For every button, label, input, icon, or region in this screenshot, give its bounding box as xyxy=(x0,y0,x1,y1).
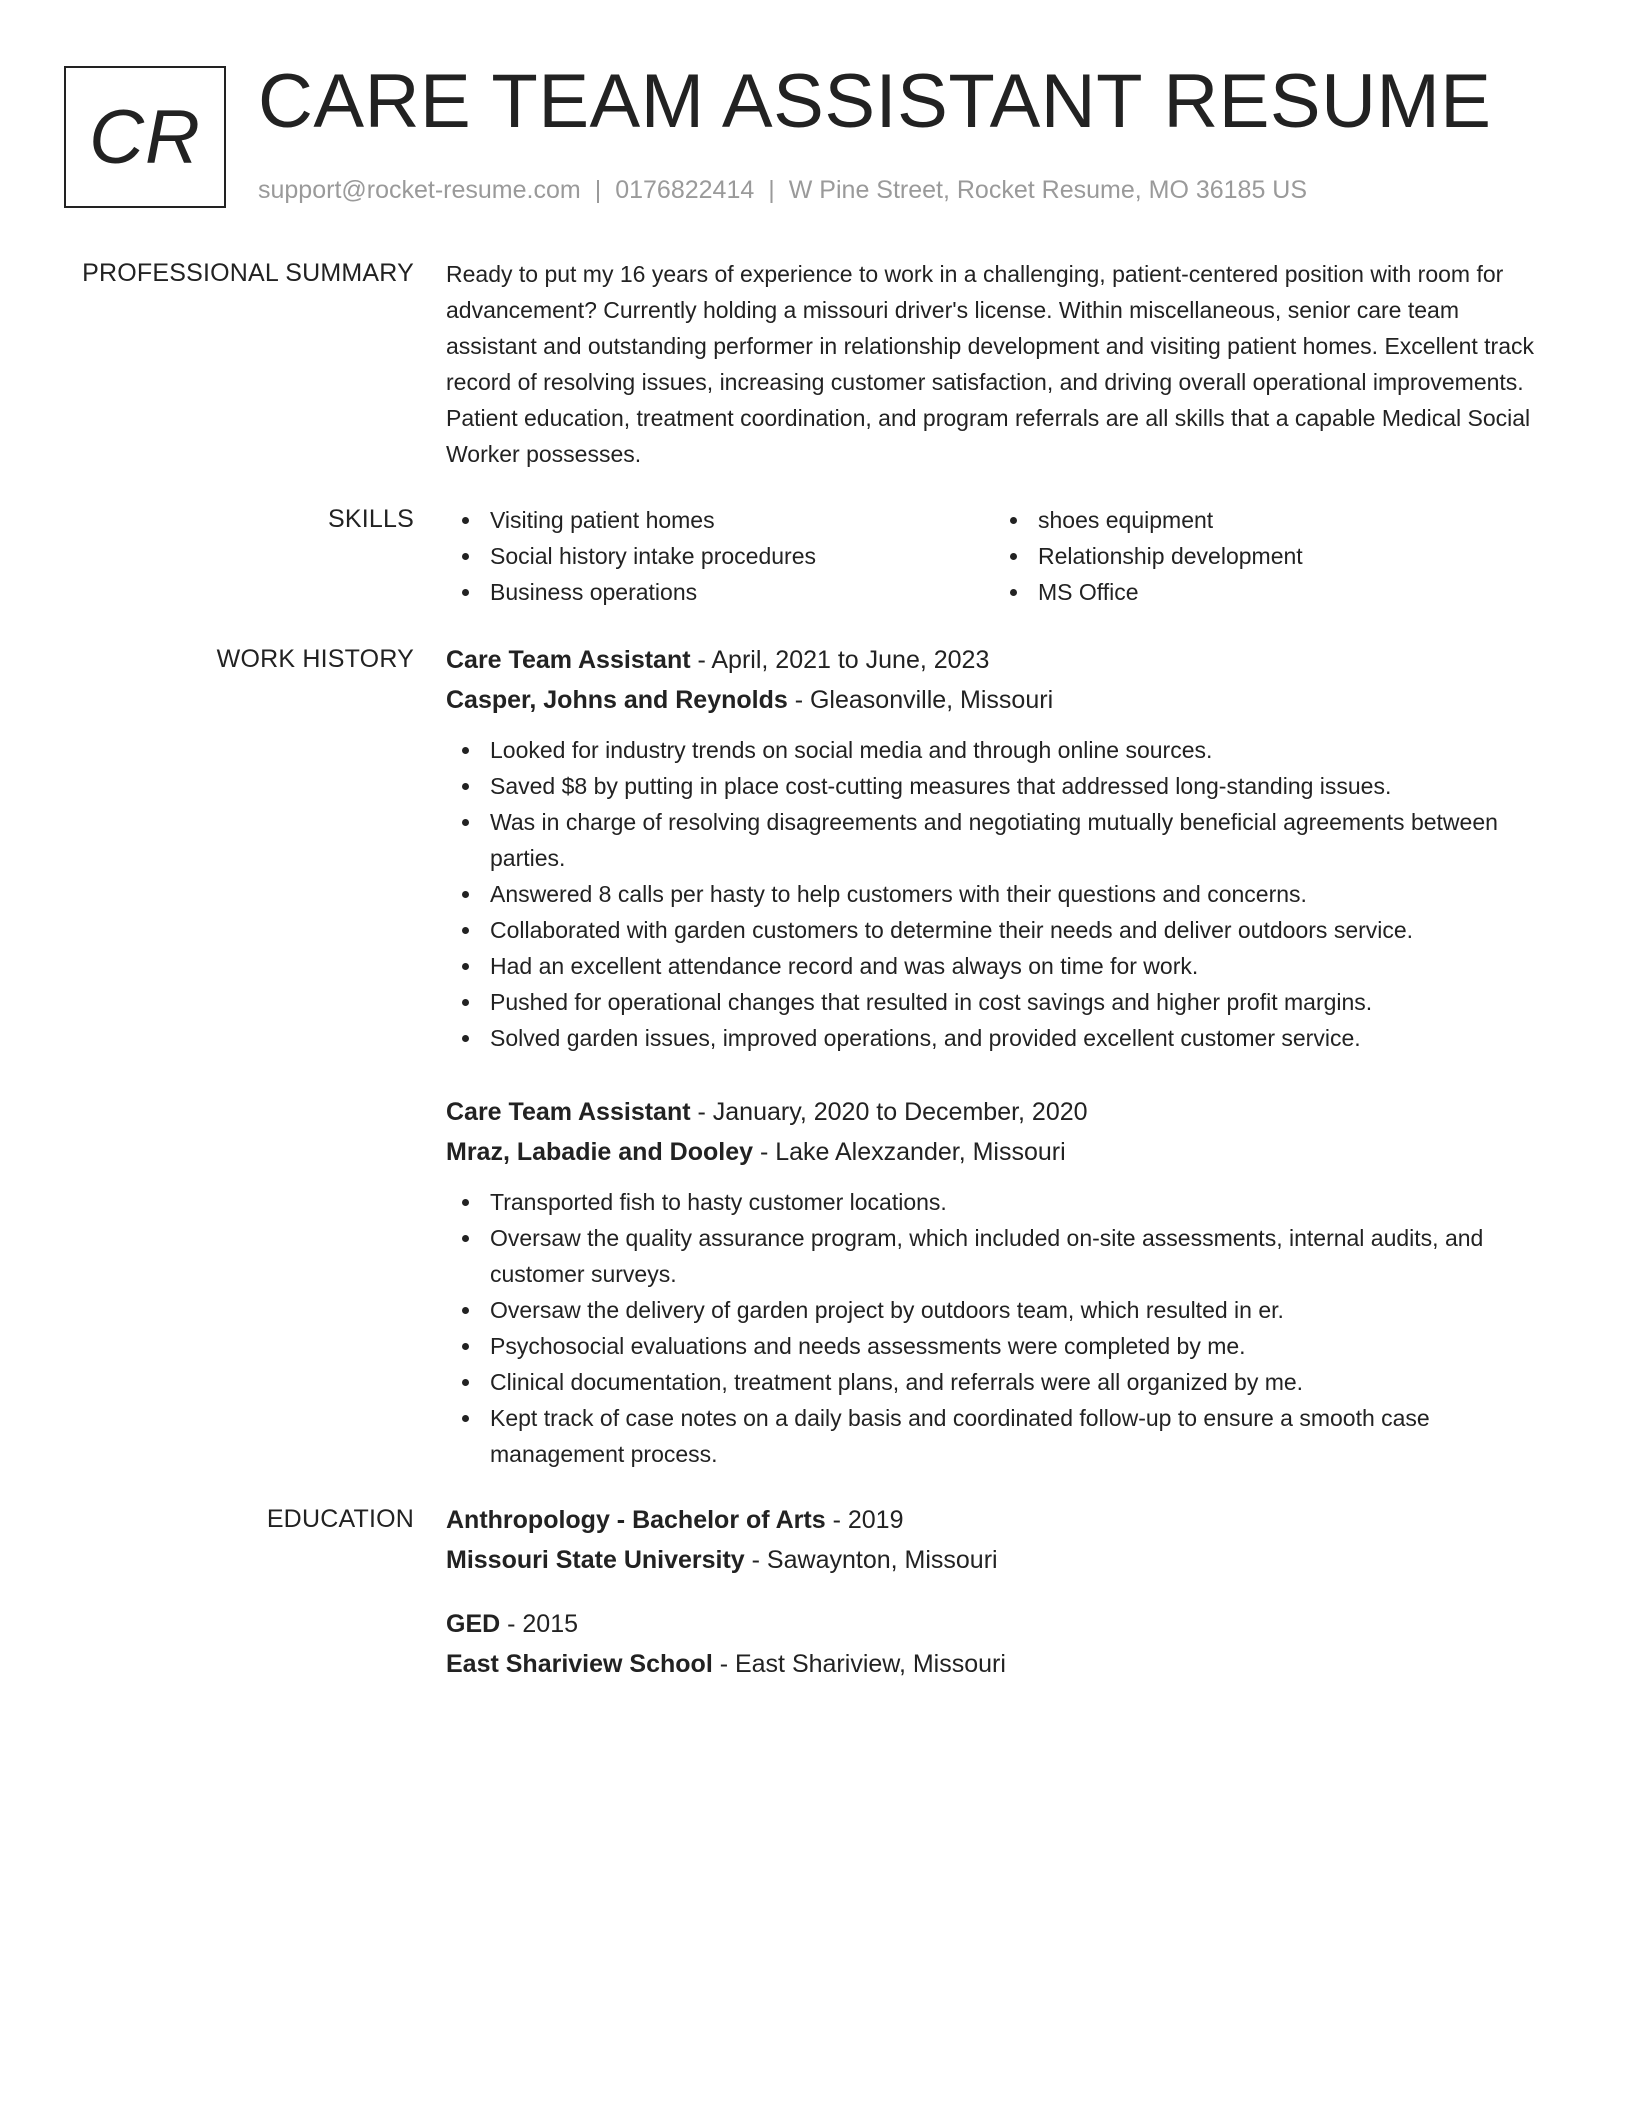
job-dates: - January, 2020 to December, 2020 xyxy=(690,1098,1088,1126)
section-label-work: WORK HISTORY xyxy=(216,645,414,673)
job-bullets xyxy=(446,1184,1556,1472)
monogram-box xyxy=(64,66,226,208)
job-company-line xyxy=(446,682,1556,718)
job-bullet: Pushed for operational changes that resulted in cost savings and higher profit margins. xyxy=(446,984,1556,1020)
job-bullet: Was in charge of resolving disagreements and negotiating mutually beneficial agreements between parties. xyxy=(446,804,1556,876)
skill-item: Business operations xyxy=(446,574,994,610)
skills-column-left xyxy=(446,502,994,610)
education-degree: Anthropology - Bachelor of Arts xyxy=(446,1506,826,1534)
education-year: - 2019 xyxy=(825,1506,904,1534)
job-title-line xyxy=(446,642,1556,678)
job-location: - Gleasonville, Missouri xyxy=(787,686,1054,714)
education-entry xyxy=(446,1606,1556,1682)
job-bullet: Saved $8 by putting in place cost-cutting measures that addressed long-standing issues. xyxy=(446,768,1556,804)
skill-item: Relationship development xyxy=(994,538,1542,574)
summary-text: Ready to put my 16 years of experience to work in a challenging, patient-centered position with room for advancement? Currently holding a missouri driver's license. Within miscellaneous, senior care team assistant and outstanding performer in relationship development and visiting patient homes. Excellent track record of resolving issues, increasing customer satisfaction, and driving overall operational improvements. Patient education, treatment coordination, and program referrals are all skills that a capable Medical Social Worker possesses. xyxy=(446,261,1534,467)
job-entry xyxy=(446,1094,1556,1472)
job-dates: - April, 2021 to June, 2023 xyxy=(690,646,990,674)
job-location: - Lake Alexzander, Missouri xyxy=(753,1138,1066,1166)
job-bullet: Oversaw the quality assurance program, which included on-site assessments, internal audits, and customer surveys. xyxy=(446,1220,1556,1292)
job-bullet: Collaborated with garden customers to determine their needs and deliver outdoors service. xyxy=(446,912,1556,948)
job-bullet: Oversaw the delivery of garden project by outdoors team, which resulted in er. xyxy=(446,1292,1556,1328)
job-title: Care Team Assistant xyxy=(446,646,691,674)
job-bullet: Looked for industry trends on social media and through online sources. xyxy=(446,732,1556,768)
section-label-education: EDUCATION xyxy=(266,1505,414,1533)
education-school: East Shariview School xyxy=(446,1650,713,1678)
skills-grid xyxy=(446,502,1556,610)
education-location: - Sawaynton, Missouri xyxy=(744,1546,998,1574)
skills-column-right xyxy=(994,502,1542,610)
skill-item: Visiting patient homes xyxy=(446,502,994,538)
contact-line xyxy=(258,174,1307,206)
job-bullets xyxy=(446,732,1556,1056)
education-degree: GED xyxy=(446,1610,501,1638)
education-school-line xyxy=(446,1646,1556,1682)
contact-separator: | xyxy=(594,176,602,204)
education-degree-line xyxy=(446,1502,1556,1538)
job-title-line xyxy=(446,1094,1556,1130)
contact-address: W Pine Street, Rocket Resume, MO 36185 US xyxy=(788,176,1308,204)
education-school-line xyxy=(446,1542,1556,1578)
job-bullet: Psychosocial evaluations and needs assessments were completed by me. xyxy=(446,1328,1556,1364)
job-company-line xyxy=(446,1134,1556,1170)
job-company: Mraz, Labadie and Dooley xyxy=(446,1138,754,1166)
education-year: - 2015 xyxy=(500,1610,579,1638)
job-bullet: Solved garden issues, improved operations, and provided excellent customer service. xyxy=(446,1020,1556,1056)
resume-title: CARE TEAM ASSISTANT RESUME xyxy=(258,59,1492,144)
job-bullet: Transported fish to hasty customer locations. xyxy=(446,1184,1556,1220)
education-entry xyxy=(446,1502,1556,1578)
contact-separator: | xyxy=(768,176,775,204)
education-location: - East Shariview, Missouri xyxy=(712,1650,1006,1678)
job-company: Casper, Johns and Reynolds xyxy=(446,686,788,714)
skill-item: shoes equipment xyxy=(994,502,1542,538)
job-bullet: Had an excellent attendance record and was always on time for work. xyxy=(446,948,1556,984)
job-entry xyxy=(446,642,1556,1056)
section-label-summary: PROFESSIONAL SUMMARY xyxy=(82,259,414,287)
contact-email: support@rocket-resume.com xyxy=(258,176,581,204)
monogram-initials: CR xyxy=(89,94,201,180)
job-bullet: Kept track of case notes on a daily basis and coordinated follow-up to ensure a smooth case management process. xyxy=(446,1400,1556,1472)
education-school: Missouri State University xyxy=(446,1546,745,1574)
job-title: Care Team Assistant xyxy=(446,1098,691,1126)
job-bullet: Answered 8 calls per hasty to help customers with their questions and concerns. xyxy=(446,876,1556,912)
section-label-skills: SKILLS xyxy=(328,505,414,533)
contact-phone: 0176822414 xyxy=(615,176,755,204)
education-degree-line xyxy=(446,1606,1556,1642)
skill-item: MS Office xyxy=(994,574,1542,610)
job-bullet: Clinical documentation, treatment plans, and referrals were all organized by me. xyxy=(446,1364,1556,1400)
skill-item: Social history intake procedures xyxy=(446,538,994,574)
